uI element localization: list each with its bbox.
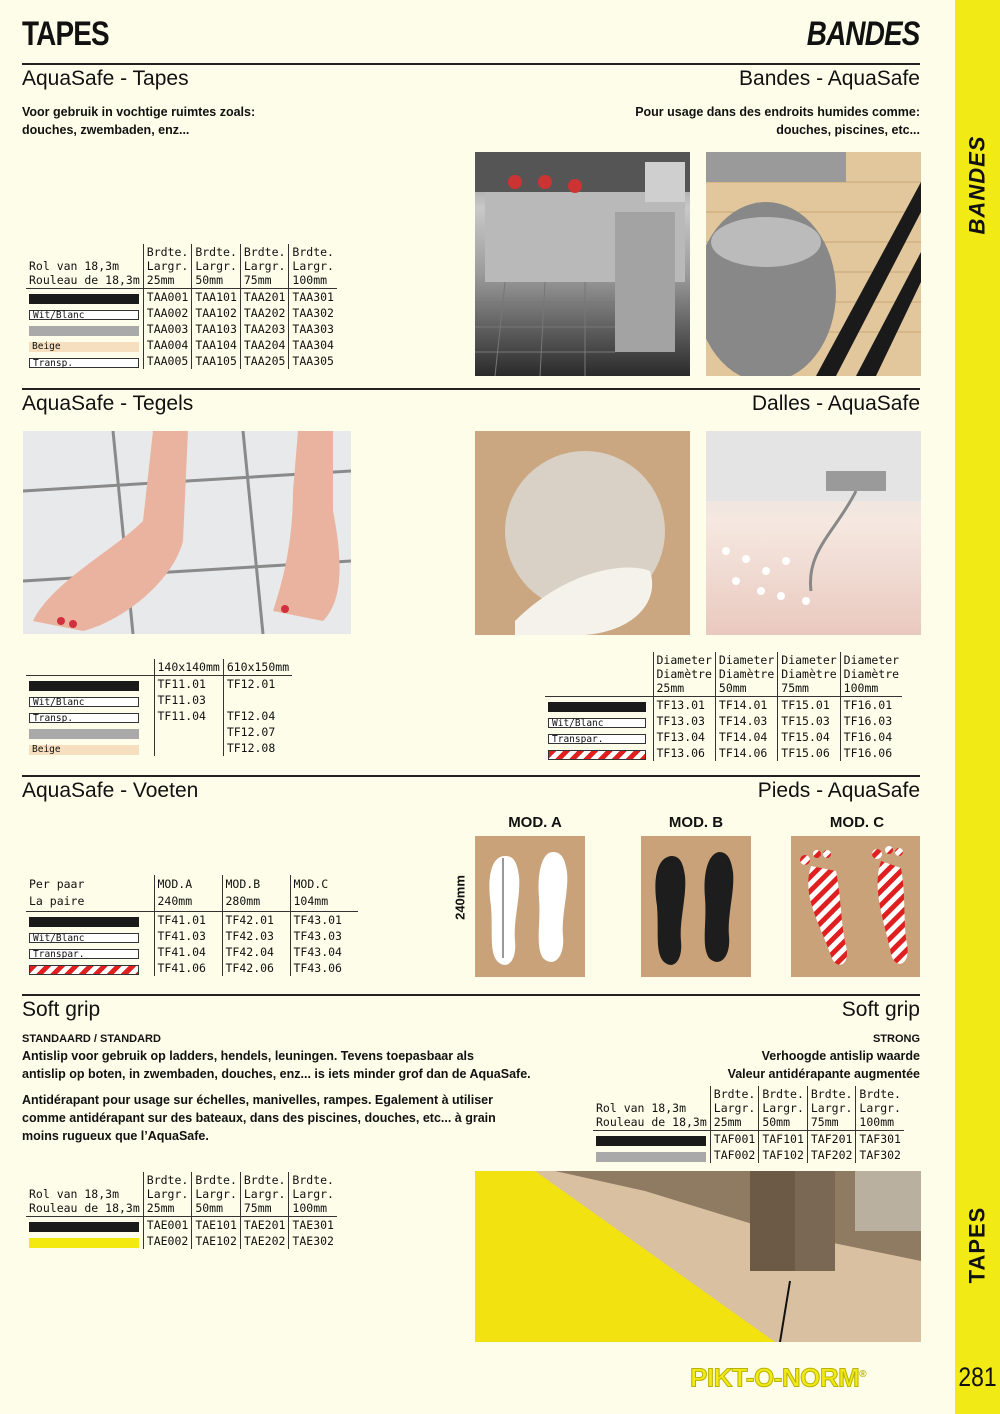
table-row	[26, 708, 292, 724]
section-title-right: Dalles - AquaSafe	[751, 392, 920, 415]
table-cell: Brdte. Largr. 50mm	[192, 1172, 241, 1217]
table-cell: TAE201	[240, 1217, 289, 1234]
table-cell: TAA102	[192, 305, 241, 321]
table-cell: TF12.01	[223, 676, 292, 693]
color-swatch	[29, 681, 139, 691]
table-cell	[545, 652, 653, 697]
table-cell	[545, 745, 653, 761]
table-cell: TAE301	[289, 1217, 337, 1234]
table-cell: TF12.08	[223, 740, 292, 756]
table-cell	[26, 944, 154, 960]
table-cell: TF15.03	[778, 713, 840, 729]
table-cell: TAA104	[192, 337, 241, 353]
table-cell	[26, 740, 154, 756]
table-cell: TF42.04	[222, 944, 290, 960]
table-cell: TAA202	[240, 305, 289, 321]
table-cell: TF15.06	[778, 745, 840, 761]
color-swatch	[29, 965, 139, 975]
side-label-tapes: TAPES	[964, 1206, 990, 1284]
table-cell: TF43.03	[290, 928, 358, 944]
section-title-right: Bandes - AquaSafe	[739, 67, 920, 90]
table-cell	[545, 729, 653, 745]
table-cell: Rol van 18,3m Rouleau de 18,3m	[26, 1172, 143, 1217]
table-cell: TF16.04	[840, 729, 902, 745]
color-swatch: Transpar.	[548, 734, 646, 744]
color-swatch	[596, 1136, 706, 1146]
table-cell: TF14.04	[715, 729, 777, 745]
section-title-left: AquaSafe - Voeten	[22, 779, 199, 802]
product-table-softgrip-standard	[26, 1172, 337, 1249]
table-cell: TF13.06	[653, 745, 715, 761]
color-swatch	[548, 750, 646, 760]
color-swatch	[29, 294, 139, 304]
table-cell: TAA004	[143, 337, 192, 353]
color-swatch	[548, 702, 646, 712]
table-cell	[26, 337, 143, 353]
table-cell: Brdte. Largr. 100mm	[856, 1086, 904, 1131]
table-cell: TAA005	[143, 353, 192, 369]
table-cell: 140x140mm	[154, 659, 223, 676]
table-cell: TF41.01	[154, 912, 222, 929]
table-row	[26, 289, 337, 306]
foot-model-c-image	[791, 836, 920, 977]
table-row	[26, 692, 292, 708]
table-cell	[593, 1131, 710, 1148]
table-cell: Brdte. Largr. 25mm	[143, 1172, 192, 1217]
table-cell	[154, 740, 223, 756]
table-cell	[154, 724, 223, 740]
table-cell: TF41.06	[154, 960, 222, 976]
table-cell: TF13.04	[653, 729, 715, 745]
table-cell: Diameter Diamètre 100mm	[840, 652, 902, 697]
product-table-aquasafe-tiles-square	[26, 659, 292, 756]
color-swatch	[596, 1152, 706, 1162]
subheading-strong: STRONG	[872, 1033, 920, 1045]
table-cell	[26, 659, 154, 676]
color-swatch: Transpar.	[29, 949, 139, 959]
table-cell: Brdte. Largr. 50mm	[759, 1086, 808, 1131]
table-cell	[26, 724, 154, 740]
table-cell	[26, 305, 143, 321]
table-cell: TAE202	[240, 1233, 289, 1249]
table-cell	[26, 289, 143, 306]
table-cell: TAF301	[856, 1131, 904, 1148]
table-cell: TAA001	[143, 289, 192, 306]
table-cell: TAF002	[710, 1147, 759, 1163]
table-cell: TAA101	[192, 289, 241, 306]
color-swatch: Transp.	[29, 713, 139, 723]
color-swatch: Wit/Blanc	[29, 310, 139, 320]
table-cell: MOD.C 104mm	[290, 875, 358, 912]
table-row	[545, 745, 902, 761]
color-swatch	[29, 1238, 139, 1248]
table-cell: TAA302	[289, 305, 337, 321]
color-swatch: Wit/Blanc	[29, 697, 139, 707]
table-cell: TF11.01	[154, 676, 223, 693]
table-cell: TAA105	[192, 353, 241, 369]
color-swatch	[29, 729, 139, 739]
disc-tile-photo	[475, 431, 690, 635]
table-cell: TF43.01	[290, 912, 358, 929]
table-cell: TF11.03	[154, 692, 223, 708]
table-cell: TAA002	[143, 305, 192, 321]
page-title-right: BANDES	[807, 15, 920, 53]
table-cell: TAA204	[240, 337, 289, 353]
table-cell: TAA203	[240, 321, 289, 337]
table-cell: Brdte. Largr. 25mm	[710, 1086, 759, 1131]
table-cell: TAA103	[192, 321, 241, 337]
color-swatch	[29, 917, 139, 927]
page-title-left: TAPES	[22, 15, 109, 53]
table-cell: TF42.01	[222, 912, 290, 929]
table-cell	[26, 1233, 143, 1249]
side-label-bandes: BANDES	[964, 135, 990, 235]
table-cell: TAE302	[289, 1233, 337, 1249]
table-cell: TF14.01	[715, 697, 777, 714]
table-cell: TAF201	[807, 1131, 856, 1148]
table-cell: TAF001	[710, 1131, 759, 1148]
color-swatch: Transp.	[29, 358, 139, 368]
bathtub-photo	[706, 431, 921, 635]
table-cell: 610x150mm	[223, 659, 292, 676]
table-cell: TAA003	[143, 321, 192, 337]
color-swatch: Beige	[29, 342, 139, 352]
table-cell: TF13.03	[653, 713, 715, 729]
table-row	[26, 676, 292, 693]
table-cell: Diameter Diamètre 25mm	[653, 652, 715, 697]
section-title-left: Soft grip	[22, 998, 101, 1021]
table-cell: TAA201	[240, 289, 289, 306]
product-table-aquasafe-feet	[26, 875, 358, 976]
table-cell: TAA301	[289, 289, 337, 306]
table-row	[26, 912, 358, 929]
tiles-tape-photo	[706, 152, 921, 376]
table-cell: TF43.06	[290, 960, 358, 976]
table-cell: Per paar La paire	[26, 875, 154, 912]
table-cell: Brdte. Largr. 75mm	[240, 244, 289, 289]
description-right: Pour usage dans des endroits humides comme: douches, piscines, etc...	[635, 105, 920, 137]
table-cell: TAA304	[289, 337, 337, 353]
model-b-label: MOD. B	[668, 814, 724, 831]
foot-model-a-image	[475, 836, 585, 977]
model-a-label: MOD. A	[508, 814, 562, 831]
section-title-right: Soft grip	[841, 998, 920, 1021]
product-table-softgrip-strong	[593, 1086, 904, 1163]
color-swatch: Wit/Blanc	[548, 718, 646, 728]
table-cell	[26, 708, 154, 724]
page-number: 281	[958, 1362, 997, 1392]
subheading-standard: STANDAARD / STANDARD	[22, 1033, 161, 1045]
table-row	[26, 337, 337, 353]
description-right: Verhoogde antislip waarde Valeur antidérapante augmentée	[727, 1049, 920, 1081]
product-table-aquasafe-tapes	[26, 244, 337, 369]
table-cell: Brdte. Largr. 100mm	[289, 1172, 337, 1217]
table-cell: Brdte. Largr. 25mm	[143, 244, 192, 289]
divider	[22, 388, 920, 390]
table-cell: TF43.04	[290, 944, 358, 960]
table-cell: Brdte. Largr. 100mm	[289, 244, 337, 289]
table-cell: TAE002	[143, 1233, 192, 1249]
table-cell: Brdte. Largr. 75mm	[240, 1172, 289, 1217]
section-title-right: Pieds - AquaSafe	[757, 779, 920, 802]
table-row	[26, 928, 358, 944]
table-cell: TF14.06	[715, 745, 777, 761]
table-cell: Rol van 18,3m Rouleau de 18,3m	[593, 1086, 710, 1131]
table-cell	[26, 676, 154, 693]
table-cell: TAE001	[143, 1217, 192, 1234]
table-cell: TF12.04	[223, 708, 292, 724]
divider	[22, 775, 920, 777]
table-cell: TF11.04	[154, 708, 223, 724]
section-title-left: AquaSafe - Tegels	[22, 392, 194, 415]
table-cell: TAE102	[192, 1233, 241, 1249]
table-cell: TF42.03	[222, 928, 290, 944]
table-cell: TAA305	[289, 353, 337, 369]
table-cell	[26, 912, 154, 929]
table-cell: TAE101	[192, 1217, 241, 1234]
table-cell: TF16.06	[840, 745, 902, 761]
color-swatch	[29, 1222, 139, 1232]
table-row	[545, 697, 902, 714]
table-row	[545, 713, 902, 729]
section-title-left: AquaSafe - Tapes	[22, 67, 189, 90]
table-cell: TF41.03	[154, 928, 222, 944]
table-cell: TF12.07	[223, 724, 292, 740]
table-cell: TAF101	[759, 1131, 808, 1148]
table-cell: TF16.03	[840, 713, 902, 729]
table-row	[26, 944, 358, 960]
table-cell: TAF302	[856, 1147, 904, 1163]
color-swatch: Wit/Blanc	[29, 933, 139, 943]
table-cell	[26, 353, 143, 369]
table-row	[26, 305, 337, 321]
table-cell	[545, 697, 653, 714]
brand-logo: PIKT-O-NORM®	[690, 1362, 867, 1393]
model-c-label: MOD. C	[829, 814, 885, 831]
description-left-nl: Antislip voor gebruik op ladders, hendels, leuningen. Tevens toepasbaar als antislip op boten, in zwembaden, douches, enz... is iets minder grof dan de AquaSafe.	[22, 1049, 531, 1081]
table-cell: TF16.01	[840, 697, 902, 714]
feet-on-tiles-photo	[23, 431, 351, 634]
table-cell: TAF202	[807, 1147, 856, 1163]
softgrip-floor-photo	[475, 1171, 921, 1342]
description-left-fr: Antidérapant pour usage sur échelles, manivelles, rampes. Egalement à utiliser comme antidérapant sur des bateaux, dans des piscines, douches, etc... à grain moins rugueux que l’AquaSafe.	[22, 1093, 496, 1143]
table-row	[26, 1217, 337, 1234]
description-left: Voor gebruik in vochtige ruimtes zoals: douches, zwembaden, enz...	[22, 105, 256, 137]
table-cell	[26, 1217, 143, 1234]
table-cell: Diameter Diamètre 75mm	[778, 652, 840, 697]
kitchen-photo	[475, 152, 690, 376]
table-cell	[26, 960, 154, 976]
color-swatch	[29, 326, 139, 336]
divider	[22, 994, 920, 996]
table-cell: TF15.01	[778, 697, 840, 714]
dimension-label: 240mm	[452, 875, 468, 920]
table-row	[26, 740, 292, 756]
table-cell: MOD.A 240mm	[154, 875, 222, 912]
table-cell: Brdte. Largr. 75mm	[807, 1086, 856, 1131]
table-row	[545, 729, 902, 745]
table-cell	[545, 713, 653, 729]
table-cell: TAA303	[289, 321, 337, 337]
table-cell: MOD.B 280mm	[222, 875, 290, 912]
table-row	[593, 1147, 904, 1163]
table-cell	[26, 321, 143, 337]
table-cell: TF14.03	[715, 713, 777, 729]
product-table-aquasafe-tiles-round	[545, 652, 902, 761]
table-cell	[593, 1147, 710, 1163]
table-row	[26, 960, 358, 976]
table-cell: Diameter Diamètre 50mm	[715, 652, 777, 697]
table-row	[26, 353, 337, 369]
divider	[22, 63, 920, 65]
table-cell	[223, 692, 292, 708]
table-cell: TF13.01	[653, 697, 715, 714]
table-cell: TAF102	[759, 1147, 808, 1163]
table-cell: Brdte. Largr. 50mm	[192, 244, 241, 289]
table-cell: TF42.06	[222, 960, 290, 976]
color-swatch: Beige	[29, 745, 139, 755]
table-cell: Rol van 18,3m Rouleau de 18,3m	[26, 244, 143, 289]
table-row	[26, 1233, 337, 1249]
table-cell: TF41.04	[154, 944, 222, 960]
table-cell: TF15.04	[778, 729, 840, 745]
table-cell: TAA205	[240, 353, 289, 369]
table-row	[593, 1131, 904, 1148]
table-row	[26, 321, 337, 337]
table-row	[26, 724, 292, 740]
foot-model-b-image	[641, 836, 751, 977]
table-cell	[26, 928, 154, 944]
table-cell	[26, 692, 154, 708]
